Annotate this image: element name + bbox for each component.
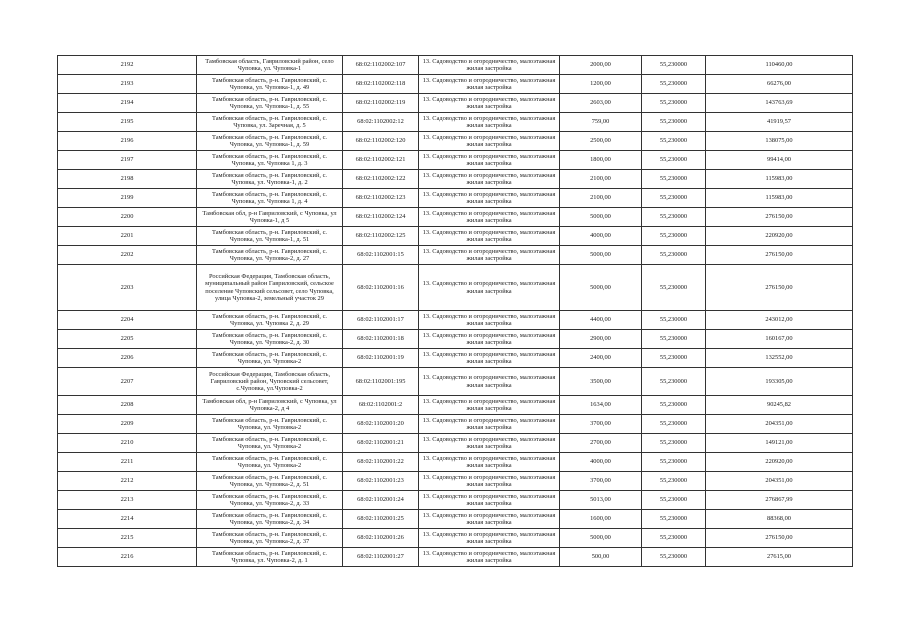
land-use-cell: 13. Садоводство и огородничество, малоэтажная жилая застройка [419,368,560,396]
specific-value-cell: 55,230000 [642,453,706,472]
area-cell: 3700,00 [560,472,642,491]
cadastral-number-cell: 68:02:1102001:18 [343,330,419,349]
area-cell: 5013,00 [560,491,642,510]
cadastral-value-cell: 276150,00 [706,529,853,548]
table-row [58,189,853,208]
address-cell: Тамбовская область, Гавриловский район, село Чуповка, ул. Чуповка-1 [197,56,343,75]
row-number-cell: 2197 [58,151,197,170]
specific-value-cell: 55,230000 [642,75,706,94]
address-cell: Тамбовская область, р-н. Гавриловский, с. Чуповка, ул. Чуповка-2, д. 30 [197,330,343,349]
address-cell: Тамбовская обл, р-н Гавриловский, с Чуповка, ул Чуповка-2, д 4 [197,396,343,415]
area-cell: 4000,00 [560,453,642,472]
specific-value-cell: 55,230000 [642,208,706,227]
row-number-cell: 2216 [58,548,197,567]
row-number-cell: 2207 [58,368,197,396]
specific-value-cell: 55,230000 [642,56,706,75]
land-use-cell: 13. Садоводство и огородничество, малоэтажная жилая застройка [419,94,560,113]
land-use-cell: 13. Садоводство и огородничество, малоэтажная жилая застройка [419,434,560,453]
address-cell: Тамбовская обл, р-н Гавриловский, с Чуповка, ул Чуповка-1, д 5 [197,208,343,227]
specific-value-cell: 55,230000 [642,94,706,113]
table-row [58,113,853,132]
table-row [58,396,853,415]
address-cell: Тамбовская область, р-н. Гавриловский, с. Чуповка, ул. Чуповка-2 [197,434,343,453]
row-number-cell: 2199 [58,189,197,208]
cadastral-number-cell: 68:02:1102002:12 [343,113,419,132]
specific-value-cell: 55,230000 [642,472,706,491]
cadastral-value-cell: 143763,69 [706,94,853,113]
land-use-cell: 13. Садоводство и огородничество, малоэтажная жилая застройка [419,246,560,265]
area-cell: 5000,00 [560,246,642,265]
cadastral-number-cell: 68:02:1102001:2 [343,396,419,415]
row-number-cell: 2203 [58,265,197,311]
row-number-cell: 2213 [58,491,197,510]
row-number-cell: 2210 [58,434,197,453]
cadastral-value-cell: 149121,00 [706,434,853,453]
cadastral-value-table [57,55,853,567]
table-row [58,246,853,265]
row-number-cell: 2212 [58,472,197,491]
land-use-cell: 13. Садоводство и огородничество, малоэтажная жилая застройка [419,453,560,472]
land-use-cell: 13. Садоводство и огородничество, малоэтажная жилая застройка [419,510,560,529]
cadastral-number-cell: 68:02:1102002:123 [343,189,419,208]
table-row [58,434,853,453]
cadastral-number-cell: 68:02:1102001:27 [343,548,419,567]
specific-value-cell: 55,230000 [642,548,706,567]
row-number-cell: 2196 [58,132,197,151]
address-cell: Тамбовская область, р-н. Гавриловский, с. Чуповка, ул. Заречная, д. 5 [197,113,343,132]
table-row [58,265,853,311]
specific-value-cell: 55,230000 [642,151,706,170]
land-use-cell: 13. Садоводство и огородничество, малоэтажная жилая застройка [419,529,560,548]
cadastral-value-cell: 276150,00 [706,208,853,227]
row-number-cell: 2195 [58,113,197,132]
cadastral-number-cell: 68:02:1102001:20 [343,415,419,434]
address-cell: Тамбовская область, р-н. Гавриловский, с. Чуповка, ул. Чуповка-1, д. 55 [197,94,343,113]
cadastral-value-cell: 88368,00 [706,510,853,529]
cadastral-number-cell: 68:02:1102002:125 [343,227,419,246]
address-cell: Тамбовская область, р-н. Гавриловский, с. Чуповка, ул. Чуповка-1, д. 2 [197,170,343,189]
specific-value-cell: 55,230000 [642,529,706,548]
cadastral-value-cell: 220920,00 [706,453,853,472]
address-cell: Тамбовская область, р-н. Гавриловский, с. Чуповка, ул. Чуповка-2, д. 37 [197,529,343,548]
address-cell: Российская Федерация, Тамбовская область, Гавриловский район, Чуповский сельсовет, с.Чуповка, ул.Чуповка-2 [197,368,343,396]
table-row [58,227,853,246]
cadastral-number-cell: 68:02:1102001:22 [343,453,419,472]
area-cell: 2100,00 [560,189,642,208]
specific-value-cell: 55,230000 [642,311,706,330]
row-number-cell: 2208 [58,396,197,415]
specific-value-cell: 55,230000 [642,170,706,189]
specific-value-cell: 55,230000 [642,415,706,434]
row-number-cell: 2204 [58,311,197,330]
specific-value-cell: 55,230000 [642,265,706,311]
cadastral-number-cell: 68:02:1102001:23 [343,472,419,491]
land-use-cell: 13. Садоводство и огородничество, малоэтажная жилая застройка [419,396,560,415]
cadastral-number-cell: 68:02:1102002:118 [343,75,419,94]
specific-value-cell: 55,230000 [642,189,706,208]
table-row [58,208,853,227]
row-number-cell: 2205 [58,330,197,349]
cadastral-value-cell: 90245,82 [706,396,853,415]
cadastral-value-cell: 99414,00 [706,151,853,170]
area-cell: 2700,00 [560,434,642,453]
address-cell: Тамбовская область, р-н. Гавриловский, с. Чуповка, ул. Чуповка 2, д. 29 [197,311,343,330]
table-row [58,170,853,189]
cadastral-value-cell: 276867,99 [706,491,853,510]
address-cell: Тамбовская область, р-н. Гавриловский, с. Чуповка, ул. Чуповка 1, д. 4 [197,189,343,208]
table-row [58,415,853,434]
address-cell: Тамбовская область, р-н. Гавриловский, с. Чуповка, ул. Чуповка-2, д. 34 [197,510,343,529]
address-cell: Тамбовская область, р-н. Гавриловский, с. Чуповка, ул. Чуповка-2, д. 33 [197,491,343,510]
cadastral-value-cell: 243012,00 [706,311,853,330]
table-row [58,453,853,472]
table-row [58,368,853,396]
specific-value-cell: 55,230000 [642,396,706,415]
address-cell: Тамбовская область, р-н. Гавриловский, с. Чуповка, ул. Чуповка-2, д. 1 [197,548,343,567]
cadastral-value-cell: 276150,00 [706,265,853,311]
specific-value-cell: 55,230000 [642,330,706,349]
row-number-cell: 2201 [58,227,197,246]
cadastral-value-cell: 138075,00 [706,132,853,151]
cadastral-value-cell: 204351,00 [706,472,853,491]
area-cell: 2900,00 [560,330,642,349]
area-cell: 2500,00 [560,132,642,151]
cadastral-number-cell: 68:02:1102001:19 [343,349,419,368]
cadastral-value-cell: 110460,00 [706,56,853,75]
cadastral-number-cell: 68:02:1102002:124 [343,208,419,227]
cadastral-value-cell: 204351,00 [706,415,853,434]
cadastral-number-cell: 68:02:1102001:17 [343,311,419,330]
cadastral-number-cell: 68:02:1102002:122 [343,170,419,189]
table-row [58,330,853,349]
land-use-cell: 13. Садоводство и огородничество, малоэтажная жилая застройка [419,491,560,510]
address-cell: Тамбовская область, р-н. Гавриловский, с. Чуповка, ул. Чуповка-2, д. 27 [197,246,343,265]
land-use-cell: 13. Садоводство и огородничество, малоэтажная жилая застройка [419,349,560,368]
address-cell: Тамбовская область, р-н. Гавриловский, с. Чуповка, ул. Чуповка 1, д. 3 [197,151,343,170]
area-cell: 500,00 [560,548,642,567]
row-number-cell: 2202 [58,246,197,265]
table-body [58,56,853,567]
address-cell: Тамбовская область, р-н. Гавриловский, с. Чуповка, ул. Чуповка-2 [197,349,343,368]
table-row [58,472,853,491]
area-cell: 2603,00 [560,94,642,113]
cadastral-number-cell: 68:02:1102001:26 [343,529,419,548]
table-row [58,94,853,113]
table-row [58,56,853,75]
area-cell: 2100,00 [560,170,642,189]
table-row [58,491,853,510]
row-number-cell: 2200 [58,208,197,227]
land-use-cell: 13. Садоводство и огородничество, малоэтажная жилая застройка [419,472,560,491]
cadastral-value-cell: 115983,00 [706,189,853,208]
cadastral-number-cell: 68:02:1102001:195 [343,368,419,396]
table-row [58,132,853,151]
land-use-cell: 13. Садоводство и огородничество, малоэтажная жилая застройка [419,415,560,434]
address-cell: Тамбовская область, р-н. Гавриловский, с. Чуповка, ул. Чуповка-2, д. 51 [197,472,343,491]
land-use-cell: 13. Садоводство и огородничество, малоэтажная жилая застройка [419,330,560,349]
area-cell: 1634,00 [560,396,642,415]
specific-value-cell: 55,230000 [642,349,706,368]
land-use-cell: 13. Садоводство и огородничество, малоэтажная жилая застройка [419,170,560,189]
area-cell: 1800,00 [560,151,642,170]
area-cell: 1600,00 [560,510,642,529]
cadastral-value-cell: 276150,00 [706,246,853,265]
land-use-cell: 13. Садоводство и огородничество, малоэтажная жилая застройка [419,548,560,567]
table-row [58,151,853,170]
row-number-cell: 2209 [58,415,197,434]
cadastral-number-cell: 68:02:1102001:15 [343,246,419,265]
land-use-cell: 13. Садоводство и огородничество, малоэтажная жилая застройка [419,311,560,330]
land-use-cell: 13. Садоводство и огородничество, малоэтажная жилая застройка [419,151,560,170]
area-cell: 3500,00 [560,368,642,396]
specific-value-cell: 55,230000 [642,113,706,132]
land-use-cell: 13. Садоводство и огородничество, малоэтажная жилая застройка [419,227,560,246]
cadastral-value-cell: 41919,57 [706,113,853,132]
cadastral-number-cell: 68:02:1102002:121 [343,151,419,170]
area-cell: 4000,00 [560,227,642,246]
land-use-cell: 13. Садоводство и огородничество, малоэтажная жилая застройка [419,265,560,311]
row-number-cell: 2198 [58,170,197,189]
land-use-cell: 13. Садоводство и огородничество, малоэтажная жилая застройка [419,132,560,151]
area-cell: 5000,00 [560,529,642,548]
table-row [58,311,853,330]
area-cell: 759,00 [560,113,642,132]
area-cell: 5000,00 [560,265,642,311]
table-row [58,510,853,529]
cadastral-number-cell: 68:02:1102001:25 [343,510,419,529]
cadastral-number-cell: 68:02:1102002:107 [343,56,419,75]
cadastral-value-cell: 132552,00 [706,349,853,368]
specific-value-cell: 55,230000 [642,434,706,453]
area-cell: 5000,00 [560,208,642,227]
address-cell: Тамбовская область, р-н. Гавриловский, с. Чуповка, ул. Чуповка-1, д. 51 [197,227,343,246]
row-number-cell: 2211 [58,453,197,472]
area-cell: 4400,00 [560,311,642,330]
land-use-cell: 13. Садоводство и огородничество, малоэтажная жилая застройка [419,75,560,94]
address-cell: Тамбовская область, р-н. Гавриловский, с. Чуповка, ул. Чуповка-2 [197,453,343,472]
area-cell: 2400,00 [560,349,642,368]
area-cell: 3700,00 [560,415,642,434]
cadastral-value-cell: 115983,00 [706,170,853,189]
area-cell: 1200,00 [560,75,642,94]
row-number-cell: 2192 [58,56,197,75]
specific-value-cell: 55,230000 [642,491,706,510]
cadastral-value-cell: 27615,00 [706,548,853,567]
row-number-cell: 2194 [58,94,197,113]
specific-value-cell: 55,230000 [642,246,706,265]
specific-value-cell: 55,230000 [642,132,706,151]
cadastral-value-cell: 66276,00 [706,75,853,94]
table-row [58,75,853,94]
cadastral-value-cell: 220920,00 [706,227,853,246]
table-row [58,349,853,368]
land-use-cell: 13. Садоводство и огородничество, малоэтажная жилая застройка [419,113,560,132]
cadastral-number-cell: 68:02:1102002:119 [343,94,419,113]
cadastral-number-cell: 68:02:1102001:24 [343,491,419,510]
cadastral-number-cell: 68:02:1102001:16 [343,265,419,311]
row-number-cell: 2193 [58,75,197,94]
cadastral-value-cell: 193305,00 [706,368,853,396]
land-use-cell: 13. Садоводство и огородничество, малоэтажная жилая застройка [419,56,560,75]
row-number-cell: 2215 [58,529,197,548]
address-cell: Тамбовская область, р-н. Гавриловский, с. Чуповка, ул. Чуповка-1, д. 59 [197,132,343,151]
registry-sheet [57,55,852,567]
table-row [58,529,853,548]
specific-value-cell: 55,230000 [642,227,706,246]
cadastral-value-cell: 160167,00 [706,330,853,349]
row-number-cell: 2206 [58,349,197,368]
specific-value-cell: 55,230000 [642,510,706,529]
land-use-cell: 13. Садоводство и огородничество, малоэтажная жилая застройка [419,189,560,208]
specific-value-cell: 55,230000 [642,368,706,396]
address-cell: Тамбовская область, р-н. Гавриловский, с. Чуповка, ул. Чуповка-1, д. 49 [197,75,343,94]
row-number-cell: 2214 [58,510,197,529]
cadastral-number-cell: 68:02:1102002:120 [343,132,419,151]
address-cell: Тамбовская область, р-н. Гавриловский, с. Чуповка, ул. Чуповка-2 [197,415,343,434]
cadastral-number-cell: 68:02:1102001:21 [343,434,419,453]
land-use-cell: 13. Садоводство и огородничество, малоэтажная жилая застройка [419,208,560,227]
table-row [58,548,853,567]
area-cell: 2000,00 [560,56,642,75]
address-cell: Российская Федерация, Тамбовская область, муниципальный район Гавриловский, сельское поселение Чуповский сельсовет, село Чуповка, улица Чуповка-2, земельный участок 29 [197,265,343,311]
